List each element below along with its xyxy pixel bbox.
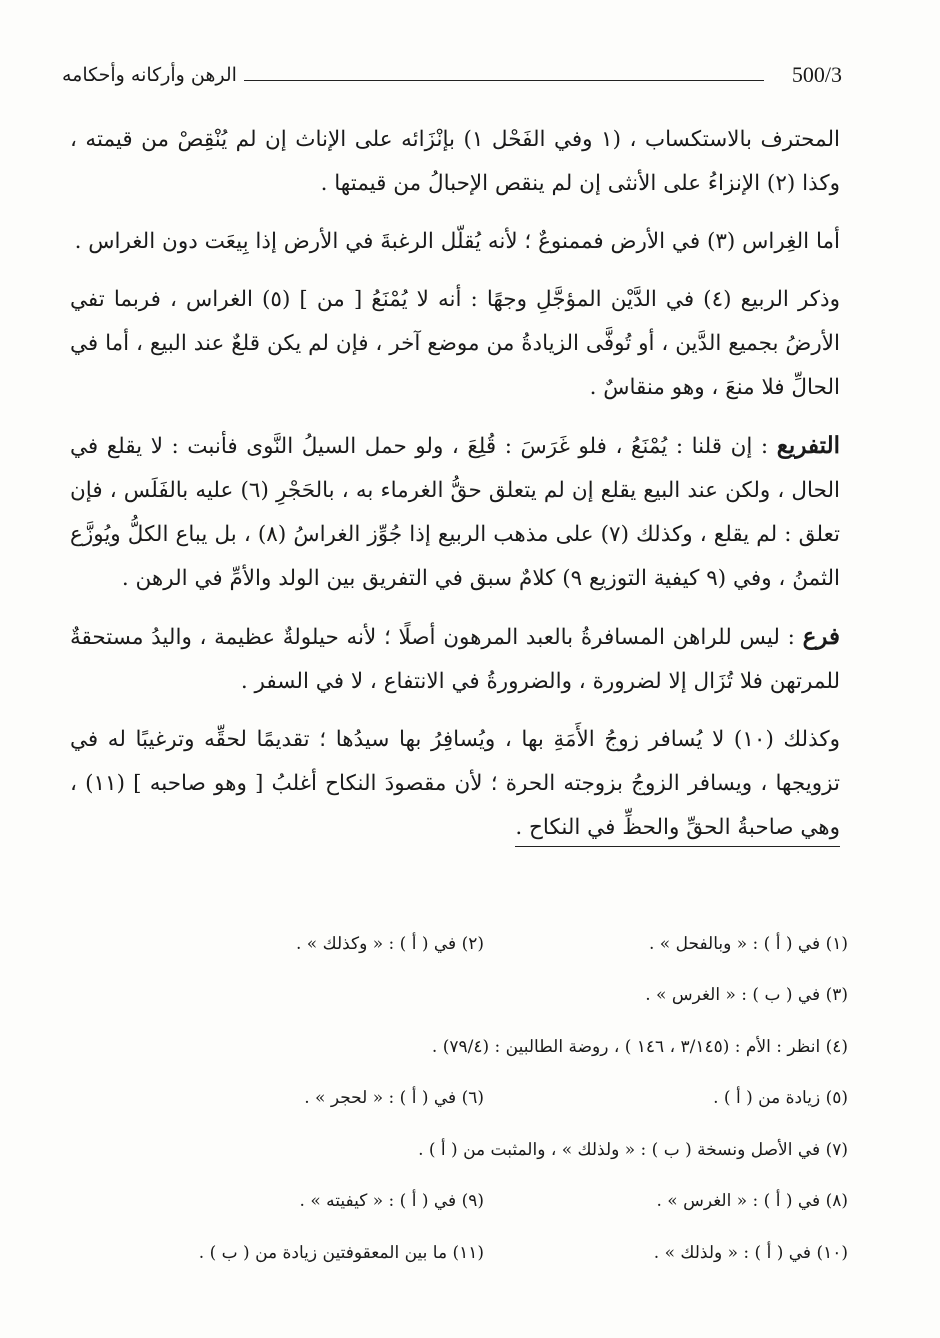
footnote-row <box>120 1124 848 1176</box>
footnote-2: (٢) في ( أ ) : « وكذلك » . <box>296 933 484 954</box>
paragraph-6 <box>70 718 840 850</box>
paragraph-5 <box>70 615 840 704</box>
paragraph-6-text: وكذلك (١٠) لا يُسافر زوجُ الأَمَةِ بها ، ويُسافِرُ بها سيدُها ؛ تقديمًا لحقِّه وترغيبًا له في تزويجها ، ويسافر الزوجُ بزوجته الحرة ؛ لأن مقصودَ النكاح أغلبُ [ وهو صاحبه ] (١١) ، <box>70 727 841 796</box>
footnote-5: (٥) زيادة من ( أ ) . <box>713 1088 848 1109</box>
running-title: الرهن وأركانه وأحكامه <box>62 64 237 86</box>
paragraph-5-text: : ليس للراهن المسافرةُ بالعبد المرهون أصلًا ؛ لأنه حيلولةٌ عظيمة ، واليدُ مستحقةٌ للمرتهن فلا تُزَال إلا لضرورة ، والضرورةُ في الانتفاع ، لا في السفر . <box>70 625 840 694</box>
footnote-8: (٨) في ( أ ) : « الغرس » . <box>656 1191 848 1212</box>
footnote-row <box>120 1021 848 1073</box>
footnote-1: (١) في ( أ ) : « وبالفحل » . <box>648 933 848 954</box>
footnote-row <box>120 1227 848 1279</box>
footnote-10: (١٠) في ( أ ) : « ولذلك » . <box>653 1242 848 1263</box>
paragraph-6-tail: وهي صاحبةُ الحقِّ والحظِّ في النكاح . <box>515 815 840 847</box>
footnote-3: (٣) في ( ب ) : « الغرس » . <box>645 985 848 1006</box>
footnote-6: (٦) في ( أ ) : « لحجر » . <box>304 1088 484 1109</box>
main-text <box>70 118 840 850</box>
footnote-row <box>120 1176 848 1228</box>
page-header <box>62 58 842 98</box>
paragraph-3: وذكر الربيع (٤) في الدَّيْن المؤجَّلِ وجهًا : أنه لا يُمْنَعُ [ من ] (٥) الغراس ، فربما تفي الأرضُ بجميع الدَّين ، أو تُوفَّى الزيادةُ من موضع آخر ، فإن لم يكن قلعٌ عند البيع ، أما في الحالِّ فلا منعَ ، وهو منقاسٌ . <box>70 287 840 400</box>
footnote-4: (٤) انظر : الأم : (٣/١٤٥ ، ١٤٦ ) ، روضة الطالبين : (٧٩/٤) . <box>431 1036 848 1057</box>
paragraph-4-text: : إن قلنا : يُمْنَعُ ، فلو غَرَسَ : قُلِعَ ، ولو حمل السيلُ النَّوى فأنبت : لا يقلع في الحال ، ولكن عند البيع يقلع إن لم يتعلق حقُّ الغرماء به ، بالحَجْرِ (٦) عليه بالفَلَس ، فإن تعلق : لم يقلع ، وكذلك (٧) على مذهب الربيع إذا جُوِّز الغراسُ (٨) ، بل يباع الكلُّ ويُوزَّع الثمنُ ، وفي (٩ كيفية التوزيع ٩) كلامٌ سبق في التفريق بين الولد والأمِّ في الرهن . <box>70 434 841 591</box>
paragraph-1: المحترف بالاستكساب ، (١ وفي الفَحْل ١) بإنْزَائه على الإناث إن لم يُنْقِصْ من قيمته ، وكذا (٢) الإنزاءُ على الأنثى إن لم ينقص الإحبالُ من قيمتها . <box>70 127 840 196</box>
footnotes <box>120 918 848 1279</box>
footnote-row <box>120 1073 848 1125</box>
page-number: 500/3 <box>791 62 842 87</box>
tafri-keyword: التفريع <box>776 432 840 459</box>
paragraph-4 <box>70 424 840 601</box>
footnote-11: (١١) ما بين المعقوفتين زيادة من ( ب ) . <box>198 1242 484 1263</box>
footnote-row <box>120 970 848 1022</box>
paragraph-2: أما الغِراس (٣) في الأرض فممنوعٌ ؛ لأنه يُقلّل الرغبةَ في الأرض إذا بِيعَت دون الغراس . <box>74 229 840 254</box>
footnote-row <box>120 918 848 970</box>
header-rule <box>244 80 764 81</box>
footnote-9: (٩) في ( أ ) : « كيفيته » . <box>299 1191 484 1212</box>
footnote-7: (٧) في الأصل ونسخة ( ب ) : « ولذلك » ، والمثبت من ( أ ) . <box>418 1139 848 1160</box>
far-keyword: فرع <box>802 623 840 650</box>
